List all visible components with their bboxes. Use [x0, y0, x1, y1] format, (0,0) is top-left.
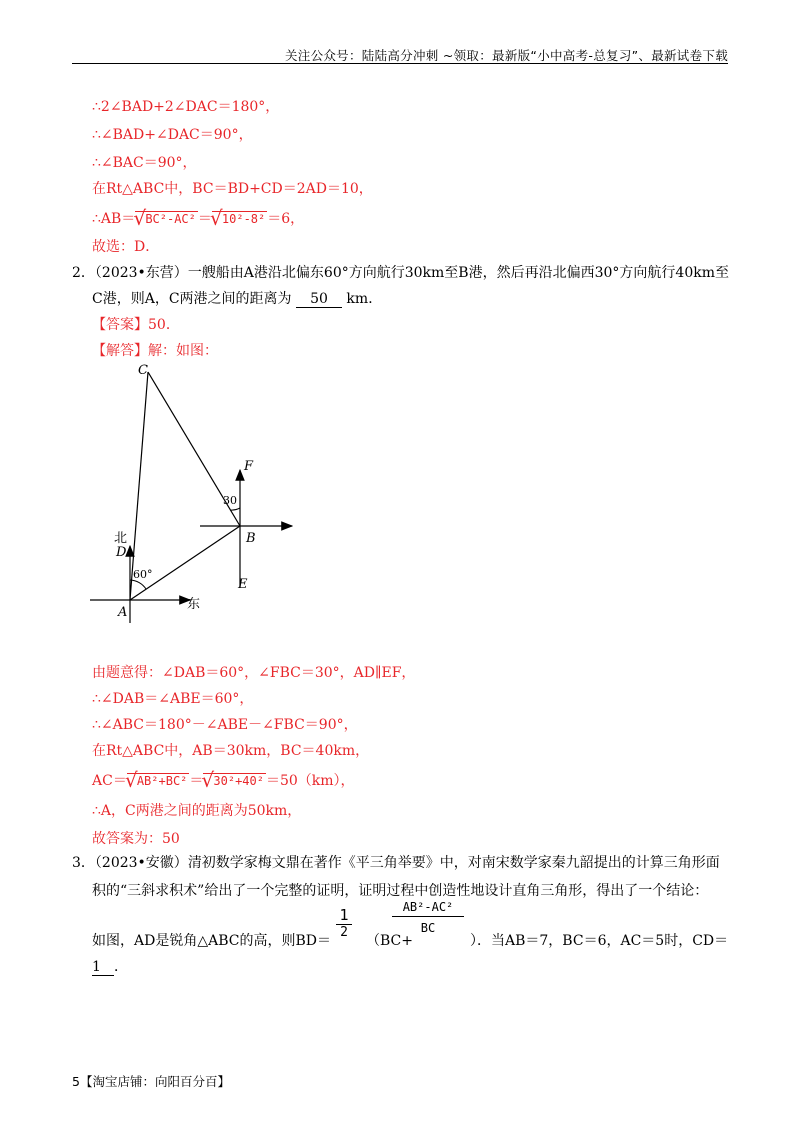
sqrt-expression: √ AB²+BC²: [127, 773, 190, 788]
answer-blank: 1: [92, 959, 114, 976]
segment-ab: [130, 526, 240, 600]
label-f: F: [244, 459, 254, 474]
q2-line1: 2．（2023•东营）一艘船由A港沿北偏东60°方向航行30km至B港，然后再沿北偏西30°方向航行40km至: [72, 265, 729, 281]
q3-line3a: 如图，AD是锐角△ABC的高，则BD＝: [92, 933, 331, 949]
sol1-line4: 在Rt△ABC中，BC＝BD+CD＝2AD＝10，: [92, 181, 373, 197]
q2-answer: 【答案】50．: [92, 317, 180, 333]
label-north: 北: [114, 531, 128, 546]
q2-step6: ∴A，C两港之间的距离为50km，: [92, 803, 302, 819]
q2-line2: C港，则A，C两港之间的距离为 50 km．: [92, 291, 383, 307]
q3-line3c: ）．当AB＝7，BC＝6，AC＝5时，CD＝: [470, 933, 729, 949]
label-east: 东: [187, 597, 201, 612]
sol1-line3: ∴∠BAC＝90°，: [92, 155, 197, 171]
sol1-line6: 故选：D．: [92, 239, 160, 255]
sol1-line5: ∴AB＝√ BC²-AC² ＝√ 10²-8² ＝6，: [92, 208, 304, 228]
q2-step4: 在Rt△ABC中，AB＝30km，BC＝40km，: [92, 743, 370, 759]
q2-step2: ∴∠DAB＝∠ABE＝60°，: [92, 691, 254, 707]
q2-step3: ∴∠ABC＝180°－∠ABE－∠FBC＝90°，: [92, 717, 358, 733]
sqrt-expression: √ 30²+40²: [203, 773, 266, 788]
page-header: 关注公众号：陆陆高分冲刺 ~领取：最新版“小中高考-总复习”、最新试卷下载: [284, 48, 728, 63]
q2-explain: 【解答】解：如图：: [92, 343, 218, 359]
answer-blank: 50: [296, 291, 342, 308]
q3-line1: 3．（2023•安徽）清初数学家梅文鼎在著作《平三角举要》中，对南宋数学家秦九韶提出的计算三角形面: [72, 855, 720, 871]
q2-step5: AC＝√ AB²+BC² ＝√ 30²+40² ＝50（km），: [92, 770, 355, 790]
sol1-line1: ∴2∠BAD+2∠DAC＝180°，: [92, 99, 280, 115]
fraction-expression: $\frac{\text{AB²-AC²}}{BC}$: [392, 900, 464, 935]
sqrt-expression: √ 10²-8²: [212, 211, 267, 226]
segment-ca: [130, 372, 148, 600]
q3-line4: 1 ．: [92, 959, 128, 975]
q2-step7: 故答案为：50: [92, 831, 180, 847]
fraction-half: $\frac{1}{2}$: [336, 906, 352, 940]
label-angle-30: 30: [223, 494, 237, 507]
q3-line3b: （BC+: [366, 933, 413, 949]
sol1-line2: ∴∠BAD+∠DAC＝90°，: [92, 127, 253, 143]
header-divider: [72, 63, 728, 64]
label-d: D: [116, 545, 127, 560]
sqrt-expression: √ BC²-AC²: [135, 211, 198, 226]
label-angle-60: 60°: [133, 568, 153, 581]
label-b: B: [246, 531, 256, 546]
label-e: E: [238, 577, 248, 592]
q2-step1: 由题意得：∠DAB＝60°，∠FBC＝30°，AD∥EF，: [92, 665, 416, 681]
page-footer: 5【淘宝店铺：向阳百分百】: [72, 1074, 230, 1089]
page-number: 5: [72, 1074, 80, 1089]
label-c: C: [138, 363, 148, 378]
angle-30-arc: [230, 508, 240, 510]
q3-line2: 积的“三斜求积术”给出了一个完整的证明，证明过程中创造性地设计直角三角形，得出了一个结论：: [92, 883, 709, 899]
label-a: A: [118, 605, 128, 620]
navigation-diagram: [80, 358, 310, 628]
angle-60-arc: [130, 580, 146, 589]
